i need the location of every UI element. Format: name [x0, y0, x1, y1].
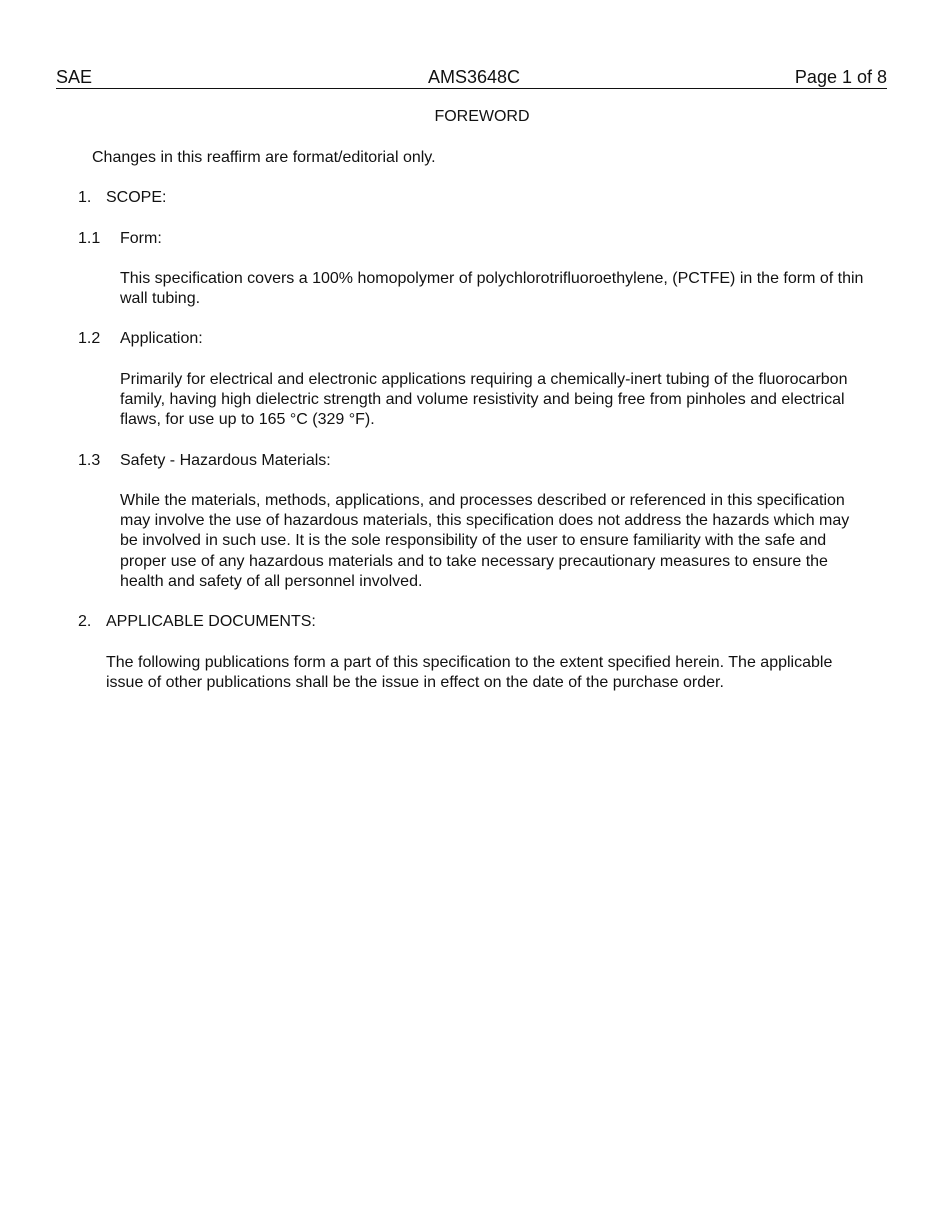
section-title-safety: Safety - Hazardous Materials: [120, 452, 331, 469]
header-page-number: Page 1 of 8 [794, 67, 887, 87]
section-body-safety: While the materials, methods, applications, and processes described or referenced in this specification may involve the use of hazardous materials, this specification does not address the hazards which may be involved in such use. It is the sole responsibility of the user to ensure familiarity with the safe and proper use of any hazardous materials and to take necessary precautionary measures to ensure the health and safety of all personnel involved. [120, 492, 850, 590]
foreword-title: FOREWORD [434, 108, 530, 125]
section-number-scope: 1. [78, 189, 92, 206]
header-organization: SAE [56, 67, 93, 87]
section-title-scope: SCOPE: [106, 189, 167, 206]
section-number-application: 1.2 [78, 330, 101, 347]
section-title-applicable-documents: APPLICABLE DOCUMENTS: [106, 613, 316, 630]
foreword-text: Changes in this reaffirm are format/editorial only. [92, 149, 436, 166]
section-body-form: This specification covers a 100% homopolymer of polychlorotrifluoroethylene, (PCTFE) in the form of thin wall tubing. [120, 270, 864, 308]
section-body-application: Primarily for electrical and electronic applications requiring a chemically-inert tubing of the fluorocarbon family, having high dielectric strength and volume resistivity and being free from pinholes and electrical flaws, for use up to 165 °C (329 °F). [120, 371, 848, 429]
section-body-applicable-documents: The following publications form a part of this specification to the extent specified herein. The applicable issue of other publications shall be the issue in effect on the date of the purchase order. [106, 654, 833, 692]
section-number-applicable-documents: 2. [78, 613, 92, 630]
header-document-number: AMS3648C [428, 67, 521, 87]
section-title-application: Application: [120, 330, 203, 347]
section-number-form: 1.1 [78, 230, 101, 247]
section-title-form: Form: [120, 230, 162, 247]
page-header [56, 66, 887, 89]
section-number-safety: 1.3 [78, 452, 101, 469]
